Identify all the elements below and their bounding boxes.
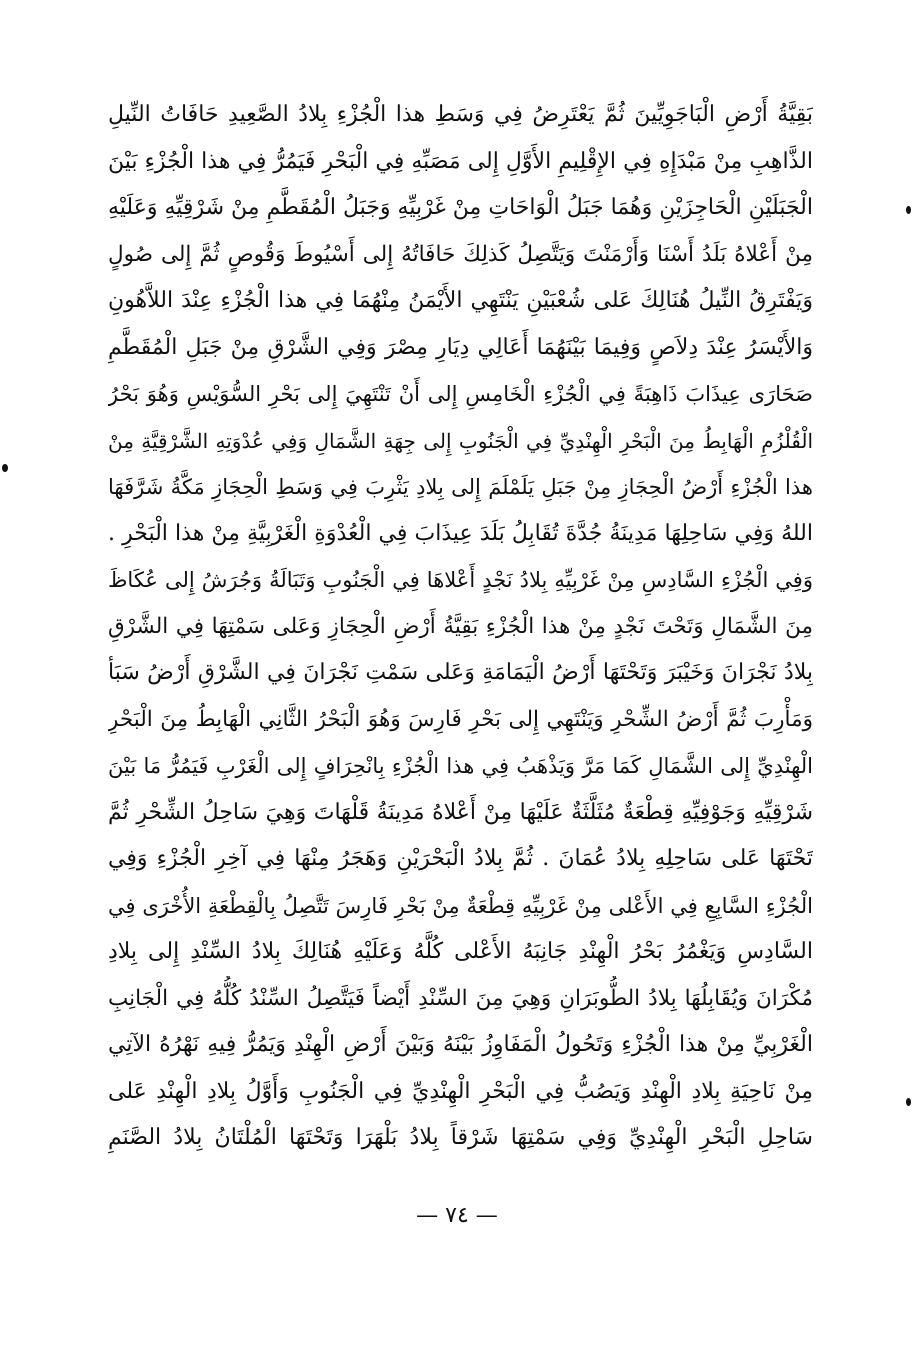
text-line: اللهُ وَفِي سَاحِلِهَا مَدِينَةُ جُدَّةَ تُقَابِلُ بَلَدَ عِيذَابَ فِي الْعُدْوَةِ الْغَرْبِيَّةِ مِنْ هذا الْبَحْرِ . <box>108 520 813 546</box>
text-line: مِنَ الشَّمَالِ وَتَحْتَ نَجْدٍ مِنْ هذا الْجُزْءِ بَقِيَّةُ أَرْضِ الْحِجَازِ وَعَلى سَمْتِهَا فِي الشَّرْقِ <box>108 613 813 639</box>
text-line: مِنْ نَاحِيَةِ بِلادِ الْهِنْدِ وَيَصُبُّ فِي الْبَحْرِ الْهِنْدِيِّ فِي الْجَنُوبِ وَأَوَّلُ بِلادِ الْهِنْدِ عَلى <box>108 1078 813 1104</box>
text-line: الْهِنْدِيِّ إِلى الشَّمَالِ كَمَا مَرَّ وَيَذْهَبُ فِي هذا الْجُزْءِ بِانْحِرَافٍ إِلى الْغَرْبِ فَيَمُرُّ مَا بَيْنَ <box>108 754 813 778</box>
text-line: تَحْتَهَا عَلى سَاحِلِهِ بِلادُ عُمَانَ . ثُمَّ بِلادُ الْبَحْرَيْنِ وَهَجَرُ مِنْهَا فِي آخِرِ الْجُزْءِ وَفِي <box>108 846 813 871</box>
text-line: سَاحِلِ الْبَحْرِ الْهِنْدِيِّ وَفِي سَمْتِهَا شَرْقاً بِلادُ بَلْهَرَا وَتَحْتَهَا الْمُلْتَانُ بِلادُ الصَّنَمِ <box>108 1125 813 1150</box>
text-line: الْجُزْءِ السَّابِعِ فِي الأَعْلى مِنْ غَرْبِيِّهِ قِطْعَةٌ مِنْ بَحْرِ فَارِسَ تَتَّصِلُ بِالْقِطْعَةِ الأُخْرَى فِي <box>108 893 813 918</box>
text-line: السَّادِسِ وَيَغْمُرُ بَحْرُ الْهِنْدِ جَانِبَهُ الأَعْلى كُلَّهُ وَعَلَيْهِ هُنَالِكَ بِلادُ السِّنْدِ إِلى بِلادِ <box>108 939 813 964</box>
text-line: هذا الْجُزْءِ أَرْضُ الْحِجَازِ مِنْ جَبَلِ يَلَمْلَمَ إِلى بِلادِ يَثْرِبَ فِي وَسَطِ الْحِجَازِ مَكَّةُ شَرَّفَهَا <box>108 475 813 499</box>
text-line: الْقُلْزُمِ الْهَابِطُ مِنَ الْبَحْرِ الْهِنْدِيِّ فِي الْجَنُوبِ إِلى جِهَةِ الشَّمَالِ وَفِي عُدْوَتِهِ الشَّرْقِيَّةِ مِنْ <box>108 428 813 453</box>
text-line: مِنْ أَعْلاهُ بَلَدُ أَسْنَا وَأَرْمَنْتَ وَيَتَّصِلُ كَذلِكَ حَافَاتُهُ إِلى أَسْيُوطَ وَقُوصٍ ثُمَّ إِلى صُولٍ <box>108 241 813 267</box>
body-text <box>108 92 813 1162</box>
text-line: وَمَأْرِبَ ثُمَّ أَرْضُ الشِّحْرِ وَيَنْتَهِي إِلى بَحْرِ فَارِسَ وَهُوَ الْبَحْرُ الثَّانِي الْهَابِطُ مِنَ الْبَحْرِ <box>108 706 813 732</box>
text-line: شَرْقِيِّهِ وَجَوْفِيِّهِ قِطْعَةٌ مُثَلَّثَةٌ عَلَيْهَا مِنْ أَعْلاهُ مَدِينَةُ قَلْهَاتَ وَهِيَ سَاحِلُ الشِّحْرِ ثُمَّ <box>108 799 813 825</box>
text-line: الْجَبَلَيْنِ الْحَاجِزَيْنِ وَهُمَا جَبَلُ الْوَاحَاتِ مِنْ غَرْبِيِّهِ وَجَبَلُ الْمُقَطَّمِ مِنْ شَرْقِيِّهِ وَعَلَيْهِ <box>108 195 813 220</box>
text-line: وَفِي الْجُزْءِ السَّادِسِ مِنْ غَرْبِيِّهِ بِلادُ نَجْدٍ أَعْلاهَا فِي الْجَنُوبِ وَتَبَالَةُ وَجُرَشُ إِلى عُكَاظَ <box>108 568 813 592</box>
margin-dot-left <box>2 464 8 472</box>
text-line: بَقِيَّةُ أَرْضِ الْبَاجَوِيِّينَ ثُمَّ يَعْتَرِضُ فِي وَسَطِ هذا الْجُزْءِ بِلادُ الصَّعِيدِ حَافَاتُ النِّيلِ <box>108 102 813 127</box>
text-line: مُكْرَانَ وَيُقَابِلُهَا بِلادُ الطُّوبَرَانِ وَهِيَ مِنَ السِّنْدِ أَيْضاً فَيَتَّصِلُ السِّنْدُ كُلُّهُ فِي الْجَانِبِ <box>108 985 813 1011</box>
text-line: وَيَفْتَرِقُ النِّيلُ هُنَالِكَ عَلى شُعْبَيْنِ يَنْتَهِي الأَيْمَنُ مِنْهُمَا فِي هذا الْجُزْءِ عِنْدَ اللاَّهُونِ <box>108 288 813 313</box>
text-line: الذَّاهِبِ مِنْ مَبْدَإِهِ فِي الإِقْلِيمِ الأَوَّلِ إِلى مَصَبِّهِ فِي الْبَحْرِ فَيَمُرُّ فِي هذا الْجُزْءِ بَيْنَ <box>108 148 813 174</box>
margin-dot-right-top <box>906 206 911 214</box>
text-line: وَالأَيْسَرُ عِنْدَ دِلاَصٍ وَفِيمَا بَيْنَهُمَا أَعَالِي دِيَارِ مِصْرَ وَفِي الشَّرْقِ مِنْ جَبَلِ الْمُقَطَّمِ <box>108 334 813 360</box>
text-line: الْغَرْبِيِّ مِنْ هذا الْجُزْءِ وَتَحُولُ الْمَفَاوِزُ بَيْنَهُ وَبَيْنَ أَرْضِ الْهِنْدِ وَيَمُرُّ فِيهِ نَهْرُهُ الآتِي <box>108 1032 813 1057</box>
margin-dot-right-bottom <box>906 1098 911 1106</box>
text-line: صَحَارَى عِيذَابَ ذَاهِبَةً فِي الْجُزْءِ الْخَامِسِ إِلى أَنْ تَنْتَهِيَ إِلى بَحْرِ السُّوَيْسِ وَهُوَ بَحْرُ <box>108 382 813 406</box>
page-number: — ٧٤ — <box>416 1203 498 1228</box>
text-line: بِلادُ نَجْرَانَ وَخَيْبَرَ وَتَحْتَهَا أَرْضُ الْيَمَامَةِ وَعَلى سَمْتِ نَجْرَانَ فِي الشَّرْقِ أَرْضُ سَبَأ <box>108 660 813 685</box>
